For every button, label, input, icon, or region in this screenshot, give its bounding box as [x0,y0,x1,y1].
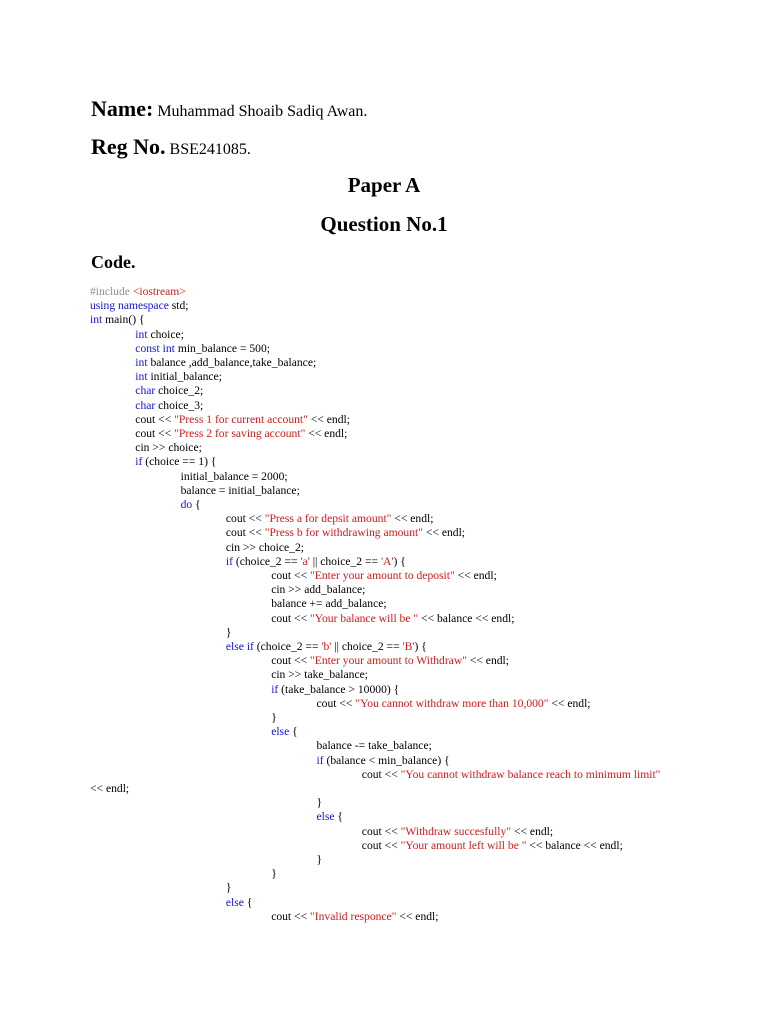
reg-field [91,134,251,160]
name-field [91,96,367,122]
code-string: "Press a for depsit amount" [264,512,392,526]
code-text: { [192,498,201,511]
code-line [135,441,202,455]
code-line [317,754,450,768]
code-string: 'B' [402,640,415,653]
code-text: std; [168,299,189,313]
code-text: cout << [271,654,311,668]
code-text: << endl; [307,412,350,426]
code-text: cout << [271,569,311,582]
code-line [362,825,553,839]
code-text: << endl; [396,909,439,923]
code-line [135,342,270,356]
code-text: << endl; [548,696,591,710]
code-line [181,470,288,484]
code-line [271,683,399,697]
code-line [271,711,277,725]
code-text: balance -= take_balance; [316,739,432,753]
code-line [317,739,432,753]
code-line [135,455,216,469]
code-text: || choice_2 == [309,554,381,568]
code-keyword: if [271,682,279,696]
code-keyword: else [271,725,290,739]
code-line [135,427,347,441]
code-line [362,768,661,782]
code-text: { [289,725,298,739]
code-text: (choice == 1) { [142,455,217,469]
code-text: { [243,895,253,909]
code-text: (choice_2 == [232,554,301,568]
code-text: << endl; [305,427,348,440]
code-text: } [271,867,277,881]
code-line [135,370,222,384]
code-text: ) { [393,554,406,568]
code-text: (take_balance > 10000) { [278,682,400,696]
reg-value: BSE241085. [169,141,251,158]
code-keyword: int [135,370,148,384]
code-text: << endl; [511,824,554,838]
code-text: } [225,881,232,895]
code-line [226,640,427,654]
code-text: cout << [225,526,265,540]
code-text: cout << [135,427,175,440]
reg-label: Reg No. [91,134,166,159]
code-text: } [316,796,323,810]
code-line [271,597,386,611]
code-string: "Your balance will be " [310,611,419,625]
code-keyword: if [225,554,233,568]
code-text: (balance < min_balance) { [323,753,450,767]
code-line [362,839,623,853]
code-text: choice_2; [155,384,204,398]
code-text: } [271,711,277,724]
code-string: "Enter your amount to deposit" [310,569,455,582]
code-line [226,512,434,526]
code-text: { [334,810,343,824]
paper-title: Paper A [347,173,421,197]
code-keyword: else [225,895,244,909]
code-string: 'a' [300,554,310,568]
code-keyword: if [135,455,143,469]
code-line [226,881,232,895]
code-line [90,285,186,299]
code-string: "Press 1 for current account" [174,412,308,426]
code-text: balance ,add_balance,take_balance; [147,356,317,369]
code-text: cout << [225,512,265,526]
code-text: cout << [361,824,401,838]
code-string: "Withdraw succesfully" [400,824,512,838]
code-text: || choice_2 == [331,640,403,653]
code-text: balance = initial_balance; [180,483,300,497]
code-text: cout << [316,696,356,710]
code-keyword: using namespace [90,299,169,313]
code-line [271,910,438,924]
code-string: <iostream> [132,285,186,298]
code-line [271,668,368,682]
code-text: << endl; [391,512,434,526]
code-keyword: int [90,313,103,327]
code-text: min_balance = 500; [174,341,270,355]
code-line [271,612,514,626]
code-line [90,782,129,796]
code-line [226,626,232,640]
code-text: cin >> choice; [135,441,202,455]
code-keyword: int [135,356,148,369]
code-line [135,399,203,413]
code-keyword: char [135,398,156,412]
code-line [271,867,277,881]
code-keyword: do [180,498,193,511]
code-line [135,328,184,342]
code-line [135,356,316,370]
code-line [90,299,189,313]
code-text: initial_balance; [147,370,222,384]
code-keyword: const int [135,341,175,355]
code-text: cout << [271,909,311,923]
code-line [317,796,323,810]
code-text: << endl; [454,569,497,582]
code-line [90,313,145,327]
code-string: 'A' [380,554,394,568]
code-line [226,541,304,555]
code-text: choice_3; [155,398,204,412]
code-keyword: if [316,753,324,767]
code-text: << balance << endl; [418,611,515,625]
code-text: initial_balance = 2000; [180,469,288,483]
code-line [181,498,201,512]
name-value: Muhammad Shoaib Sadiq Awan. [157,103,368,120]
code-text: << balance << endl; [526,838,623,852]
code-line [271,654,509,668]
code-directive: #include [90,285,133,298]
code-string: "Your amount left will be " [400,838,527,852]
code-text: choice; [147,327,184,341]
code-line [226,555,406,569]
code-text: << endl; [422,526,466,540]
code-line [181,484,300,498]
code-string: "Invalid responce" [310,909,397,923]
code-text: cin >> take_balance; [271,668,368,682]
code-string: "Enter your amount to Withdraw" [310,654,467,668]
code-line [317,810,344,824]
code-text: cout << [135,412,175,426]
code-keyword: int [135,327,148,341]
code-string: 'b' [321,640,332,653]
code-line [317,853,323,867]
code-text: cin >> add_balance; [271,583,366,597]
code-keyword: else if [225,640,254,653]
code-line [135,413,350,427]
code-string: "You cannot withdraw more than 10,000" [355,696,549,710]
code-string: "You cannot withdraw balance reach to minimum limit" [400,767,661,781]
code-text: cin >> choice_2; [225,540,304,554]
code-line [135,384,203,398]
code-keyword: char [135,384,156,398]
question-title: Question No.1 [320,212,448,236]
name-label: Name: [91,96,154,121]
code-text: ) { [414,640,427,653]
code-line [271,569,497,583]
code-text: } [316,853,323,866]
code-text: cout << [361,838,401,852]
code-text: cout << [271,611,311,625]
code-string: "Press 2 for saving account" [174,427,306,440]
code-text: << endl; [466,654,509,668]
code-text: } [225,625,232,639]
code-string: "Press b for withdrawing amount" [264,526,423,540]
code-text: balance += add_balance; [271,597,387,611]
code-text: main() { [102,313,145,327]
code-text: << endl; [90,782,130,795]
code-line [271,583,365,597]
code-line [317,697,591,711]
code-text: cout << [361,767,401,781]
code-keyword: else [316,810,335,824]
code-heading: Code. [91,252,136,272]
code-text: (choice_2 == [253,640,322,653]
code-line [226,526,465,540]
code-line [226,896,253,910]
code-line [271,725,298,739]
